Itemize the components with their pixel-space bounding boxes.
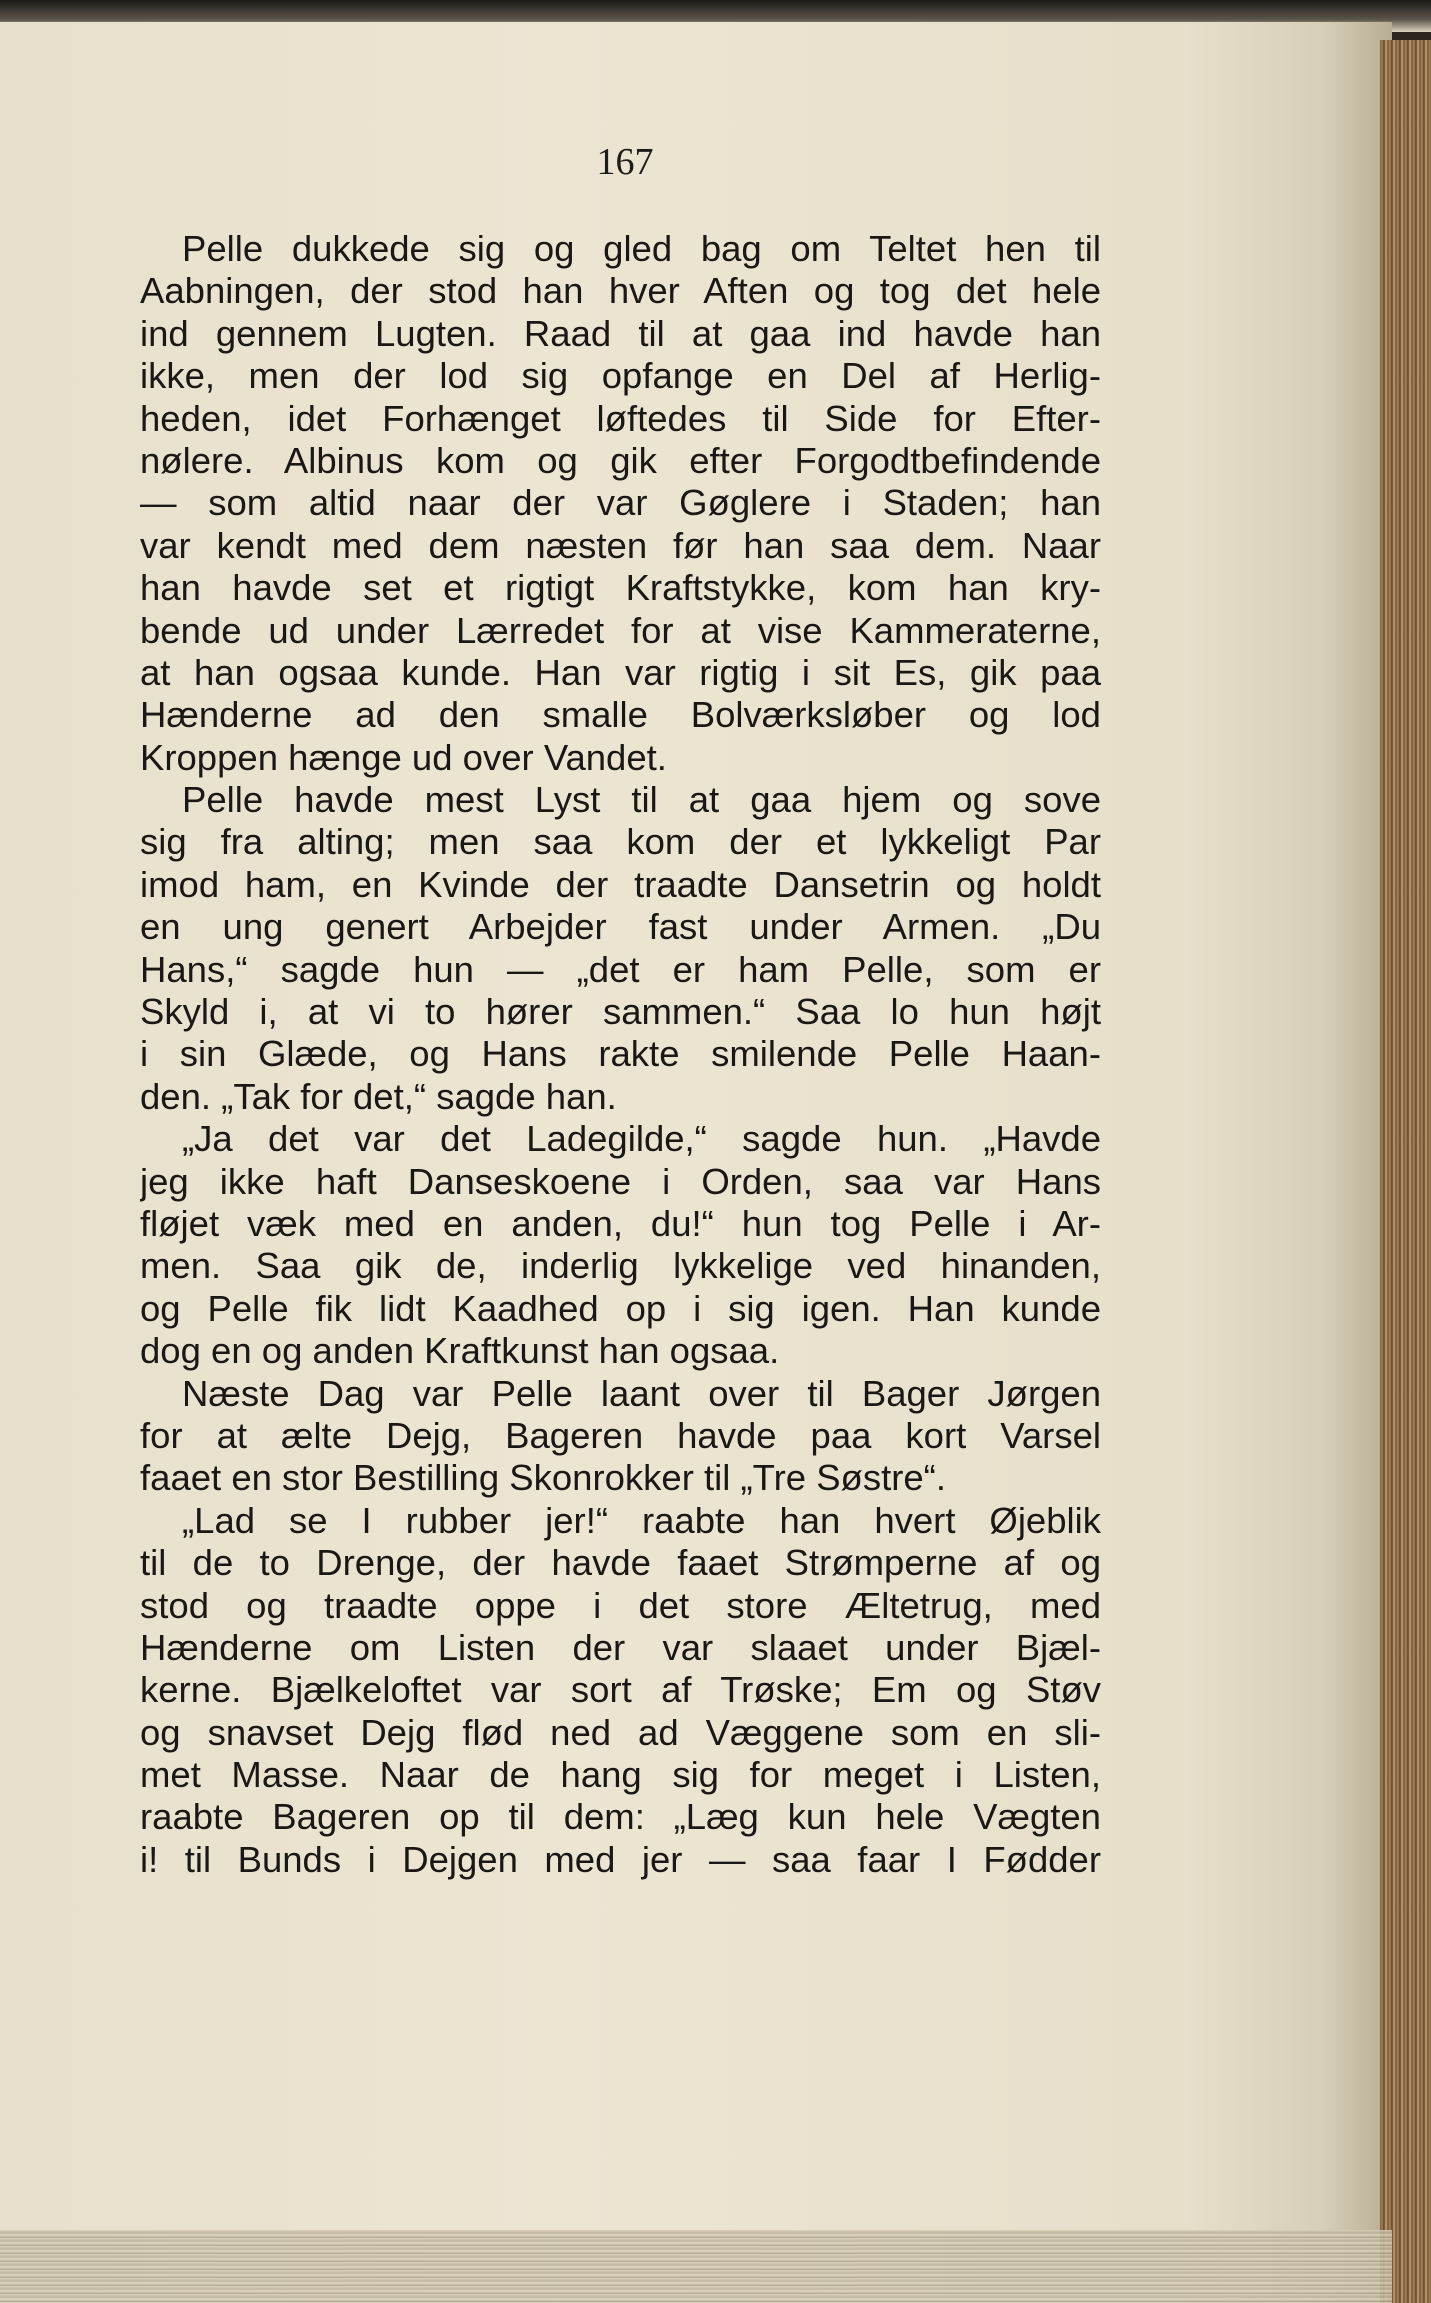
text-line: Hans,“ sagde hun — „det er ham Pelle, som er bbox=[140, 948, 1101, 990]
text-line: met Masse. Naar de hang sig for meget i Listen, bbox=[140, 1754, 1101, 1796]
text-line: var kendt med dem næsten før han saa dem. Naar bbox=[140, 524, 1101, 566]
text-line: han havde set et rigtigt Kraftstykke, kom han kry- bbox=[140, 567, 1101, 609]
text-line: til de to Drenge, der havde faaet Strømperne af og bbox=[140, 1542, 1101, 1584]
text-line: Aabningen, der stod han hver Aften og tog det hele bbox=[140, 270, 1101, 312]
text-line: i sin Glæde, og Hans rakte smilende Pelle Haan- bbox=[140, 1033, 1101, 1075]
text-line: raabte Bageren op til dem: „Læg kun hele Vægten bbox=[140, 1796, 1101, 1838]
text-line: den. „Tak for det,“ sagde han. bbox=[140, 1075, 617, 1117]
bottom-page-edge bbox=[0, 2230, 1392, 2303]
text-line: „Lad se I rubber jer!“ raabte han hvert Øjeblik bbox=[182, 1499, 1101, 1541]
text-line: en ung genert Arbejder fast under Armen. „Du bbox=[140, 906, 1101, 948]
text-line: Hænderne om Listen der var slaaet under Bjæl- bbox=[140, 1626, 1101, 1668]
text-line: for at ælte Dejg, Bageren havde paa kort Varsel bbox=[140, 1414, 1101, 1456]
text-line: Pelle dukkede sig og gled bag om Teltet hen til bbox=[182, 228, 1101, 269]
text-line: at han ogsaa kunde. Han var rigtig i sit Es, gik paa bbox=[140, 651, 1101, 693]
text-line: ind gennem Lugten. Raad til at gaa ind havde han bbox=[140, 312, 1101, 354]
text-line: Hænderne ad den smalle Bolværksløber og lod bbox=[140, 694, 1101, 736]
text-line: nølere. Albinus kom og gik efter Forgodtbefindende bbox=[140, 439, 1101, 481]
text-line: ikke, men der lod sig opfange en Del af Herlig- bbox=[140, 355, 1101, 397]
text-line: fløjet væk med en anden, du!“ hun tog Pelle i Ar- bbox=[140, 1202, 1101, 1244]
text-line: bende ud under Lærredet for at vise Kammeraterne, bbox=[140, 609, 1101, 651]
text-line: sig fra alting; men saa kom der et lykkeligt Par bbox=[140, 821, 1101, 863]
text-line: kerne. Bjælkeloftet var sort af Trøske; Em og Støv bbox=[140, 1669, 1101, 1711]
text-line: og Pelle fik lidt Kaadhed op i sig igen. Han kunde bbox=[140, 1287, 1101, 1329]
text-line: Skyld i, at vi to hører sammen.“ Saa lo hun højt bbox=[140, 991, 1101, 1033]
text-line: — som altid naar der var Gøglere i Staden; han bbox=[140, 482, 1101, 524]
text-line: Pelle havde mest Lyst til at gaa hjem og sove bbox=[182, 779, 1101, 821]
text-line: „Ja det var det Ladegilde,“ sagde hun. „Havde bbox=[182, 1118, 1101, 1160]
page-number: 167 bbox=[596, 141, 654, 183]
text-line: Næste Dag var Pelle laant over til Bager Jørgen bbox=[182, 1372, 1101, 1414]
text-line: faaet en stor Bestilling Skonrokker til „Tre Søstre“. bbox=[140, 1457, 946, 1499]
text-line: stod og traadte oppe i det store Æltetrug, med bbox=[140, 1584, 1101, 1626]
text-line: og snavset Dejg flød ned ad Væggene som en sli- bbox=[140, 1711, 1101, 1753]
text-line: i! til Bunds i Dejgen med jer — saa faar I Fødder bbox=[140, 1838, 1101, 1880]
page-stack-edge bbox=[1380, 40, 1431, 2303]
text-line: Kroppen hænge ud over Vandet. bbox=[140, 736, 667, 778]
text-line: men. Saa gik de, inderlig lykkelige ved hinanden, bbox=[140, 1245, 1101, 1287]
text-line: dog en og anden Kraftkunst han ogsaa. bbox=[140, 1330, 780, 1372]
text-line: imod ham, en Kvinde der traadte Dansetrin og holdt bbox=[140, 863, 1101, 905]
text-line: heden, idet Forhænget løftedes til Side for Efter- bbox=[140, 397, 1101, 439]
text-line: jeg ikke haft Danseskoene i Orden, saa var Hans bbox=[140, 1160, 1101, 1202]
body-text bbox=[140, 228, 1101, 1881]
